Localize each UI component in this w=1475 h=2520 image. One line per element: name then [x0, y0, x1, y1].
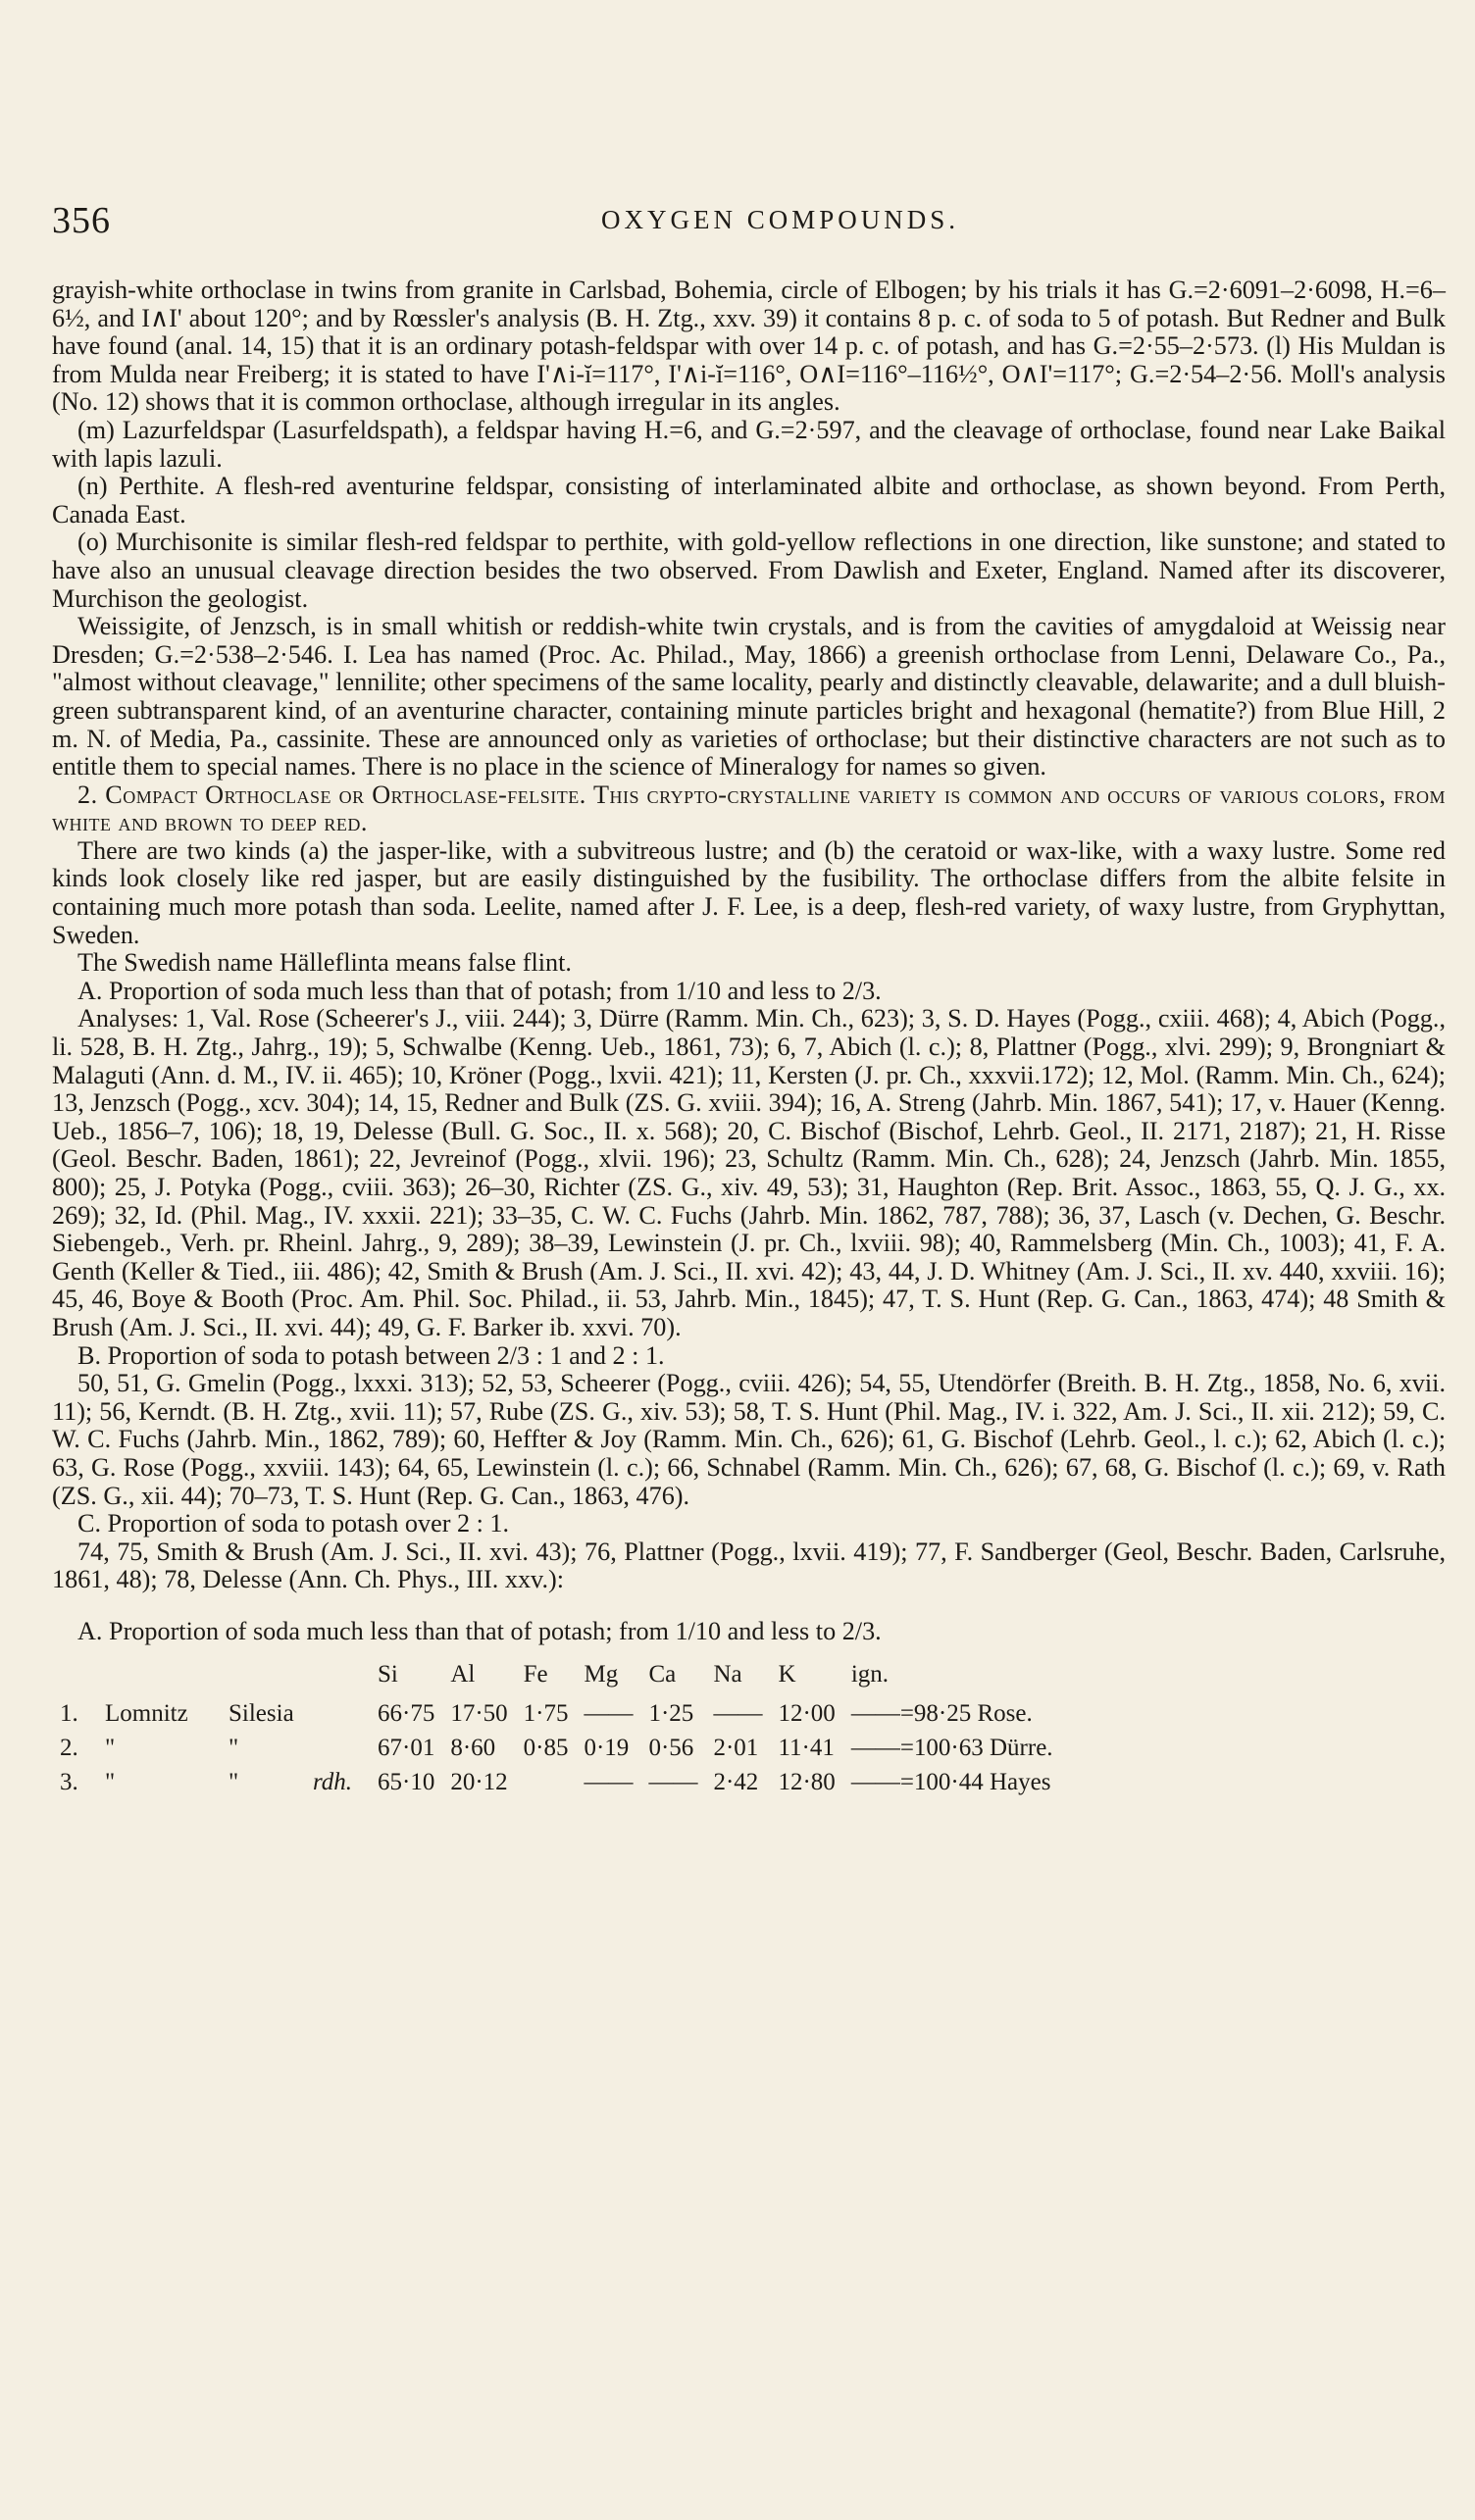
- cell-ca: ——: [648, 1768, 698, 1795]
- analyses-list: 50, 51, G. Gmelin (Pogg., lxxxi. 313); 52, 53, Scheerer (Pogg., cviii. 426); 54, 55, Utendörfer (Breith. B. H. Ztg., 1858, No. 6, xvii. 11); 56, Kerndt. (B. H. Ztg., xvii. 11); 57, Rube (ZS. G., xiv. 53); 58, T. S. Hunt (Phil. Mag., IV. i. 322, Am. J. Sci., II. xii. 212); 59, C. W. C. Fuchs (Jahrb. Min., 1862, 789); 60, Heffter & Joy (Ramm. Min. Ch., 626); 61, G. Bischof (Lehrb. Geol., l. c.); 62, Abich (l. c.); 63, G. Rose (Pogg., xxviii. 143); 64, 65, Lewinstein (l. c.); 66, Schnabel (Ramm. Min. Ch., 626); 67, 68, G. Bischof (l. c.); 69, v. Rath (ZS. G., xii. 44); 70–73, T. S. Hunt (Rep. G. Can., 1863, 476).: [52, 1369, 1446, 1510]
- paragraph: grayish-white orthoclase in twins from granite in Carlsbad, Bohemia, circle of Elbogen; by his trials it has G.=2·6091–2·6098, H.=6–6½, and I∧I' about 120°; and by Rœssler's analysis (B. H. Ztg., xxv. 39) it contains 8 p. c. of soda to 5 of potash. But Redner and Bulk have found (anal. 14, 15) that it is an ordinary potash-feldspar with over 14 p. c. of potash, and has G.=2·55–2·573. (l) His Muldan is from Mulda near Freiberg; it is stated to have I'∧i-ĭ=117°, I'∧i-ĭ=116°, O∧I=116°–116½°, O∧I'=117°; G.=2·54–2·56. Moll's analysis (No. 12) shows that it is common orthoclase, although irregular in its angles.: [52, 276, 1446, 417]
- cell-ign-total: ——=100·44 Hayes: [850, 1768, 1051, 1795]
- cell-si: 66·75: [378, 1699, 435, 1727]
- cell-fe: [516, 1766, 577, 1800]
- locality: Lomnitz: [105, 1699, 188, 1727]
- table-row: [52, 1697, 1061, 1732]
- locality: ": [229, 1768, 239, 1795]
- cell-na: 2·42: [713, 1768, 759, 1795]
- cell-na: ——: [713, 1699, 763, 1727]
- analyses-list: Analyses: 1, Val. Rose (Scheerer's J., viii. 244); 3, Dürre (Ramm. Min. Ch., 623); 3, S. D. Hayes (Pogg., cxiii. 468); 4, Abich (Pogg., li. 528, B. H. Ztg., Jahrg., 19); 5, Schwalbe (Kenng. Ueb., 1861, 73); 6, 7, Abich (l. c.); 8, Plattner (Pogg., xlvi. 299); 9, Brongniart & Malaguti (Ann. d. M., IV. ii. 465); 10, Kröner (Pogg., lxvii. 421); 11, Kersten (J. pr. Ch., xxxvii.172); 12, Mol. (Ramm. Min. Ch., 624); 13, Jenzsch (Pogg., xcv. 304); 14, 15, Redner and Bulk (ZS. G. xviii. 394); 16, A. Streng (Jahrb. Min. 1867, 541); 17, v. Hauer (Kenng. Ueb., 1856–7, 106); 18, 19, Delesse (Bull. G. Soc., II. x. 568); 20, C. Bischof (Bischof, Lehrb. Geol., II. 2171, 2187); 21, H. Risse (Geol. Beschr. Baden, 1861); 22, Jevreinof (Pogg., xlvii. 196); 23, Schultz (Ramm. Min. Ch., 628); 24, Jenzsch (Jahrb. Min. 1855, 800); 25, J. Potyka (Pogg., cviii. 363); 26–30, Richter (ZS. G., xiv. 49, 53); 31, Haughton (Rep. Brit. Assoc., 1863, 55, Q. J. G., xx. 269); 32, Id. (Phil. Mag., IV. xxxii. 221); 33–35, C. W. C. Fuchs (Jahrb. Min. 1862, 787, 788); 36, 37, Lasch (v. Dechen, G. Beschr. Siebengeb., Verh. pr. Rheinl. Jahrg., 9, 289); 38–39, Lewinstein (J. pr. Ch., lxviii. 98); 40, Rammelsberg (Min. Ch., 1003); 41, F. A. Genth (Keller & Tied., iii. 486); 42, Smith & Brush (Am. J. Sci., II. xvi. 42); 43, 44, J. D. Whitney (Am. J. Sci., II. xv. 440, xxviii. 16); 45, 46, Boye & Booth (Proc. Am. Phil. Soc. Philad., ii. 53, Jahrb. Min., 1845); 47, T. S. Hunt (Rep. G. Can., 1863, 474); 48 Smith & Brush (Am. J. Sci., II. xvi. 44); 49, G. F. Barker ib. xxvi. 70).: [52, 1004, 1446, 1341]
- body-text: [52, 277, 1446, 1800]
- row-number: 3.: [60, 1768, 78, 1795]
- cell-fe: 1·75: [523, 1699, 569, 1727]
- col-header: Na: [713, 1661, 742, 1688]
- row-number: 1.: [60, 1699, 78, 1727]
- col-header: Si: [378, 1661, 398, 1688]
- paragraph: (o) Murchisonite is similar flesh-red feldspar to perthite, with gold-yellow reflections in one direction, like sunstone; and stated to have also an unusual cleavage direction besides the two observed. From Dawlish and Exeter, England. Named after its discoverer, Murchison the geologist.: [52, 528, 1446, 613]
- cell-si: 67·01: [378, 1734, 435, 1761]
- locality-note: rdh.: [313, 1768, 353, 1795]
- cell-k: 12·00: [778, 1699, 836, 1727]
- paragraph: Weissigite, of Jenzsch, is in small whitish or reddish-white twin crystals, and is from the cavities of amygdaloid at Weissig near Dresden; G.=2·538–2·546. I. Lea has named (Proc. Ac. Philad., May, 1866) a greenish orthoclase from Lenni, Delaware Co., Pa., "almost without cleavage," lennilite; other specimens of the same locality, pearly and distinctly cleavable, delawarite; and a dull bluish-green subtransparent kind, of an aventurine character, containing minute particles bright and hexagonal (hematite?) from Blue Hill, 2 m. N. of Media, Pa., cassinite. These are announced only as varieties of orthoclase; but their distinctive characters are not such as to entitle them to special names. There is no place in the science of Mineralogy for names so given.: [52, 612, 1446, 781]
- paragraph: (m) Lazurfeldspar (Lasurfeldspath), a feldspar having H.=6, and G.=2·597, and the cleavage of orthoclase, found near Lake Baikal with lapis lazuli.: [52, 415, 1446, 473]
- cell-al: 20·12: [450, 1768, 508, 1795]
- cell-fe: 0·85: [523, 1734, 569, 1761]
- col-header: Al: [450, 1661, 476, 1688]
- cell-k: 11·41: [778, 1734, 835, 1761]
- col-header: ign.: [850, 1661, 890, 1688]
- cell-k: 12·80: [778, 1768, 836, 1795]
- cell-si: 65·10: [378, 1768, 435, 1795]
- paragraph: B. Proportion of soda to potash between 2/3 : 1 and 2 : 1.: [77, 1340, 665, 1370]
- col-header: Ca: [648, 1661, 677, 1688]
- locality: ": [105, 1734, 116, 1761]
- locality: ": [229, 1734, 239, 1761]
- col-header: Fe: [523, 1661, 548, 1688]
- locality: Silesia: [229, 1699, 294, 1727]
- analysis-table: [52, 1654, 1061, 1800]
- paragraph: There are two kinds (a) the jasper-like, with a subvitreous lustre; and (b) the ceratoid or wax-like, with a waxy lustre. Some red kinds look closely like red jasper, but are easily distinguished by the fusibility. The orthoclase differs from the albite felsite in containing much more potash than soda. Leelite, named after J. F. Lee, is a deep, flesh-red variety, of waxy lustre, from Gryphyttan, Sweden.: [52, 835, 1446, 949]
- table-header-row: [52, 1654, 1061, 1697]
- table-row: [52, 1766, 1061, 1800]
- cell-ign-total: ——=98·25 Rose.: [850, 1699, 1033, 1727]
- section-heading: 2. Compact Orthoclase or Orthoclase-felsite. This crypto-crystalline variety is common and occurs of various colors, from white and brown to deep red.: [52, 780, 1446, 837]
- locality: ": [105, 1768, 116, 1795]
- cell-ign-total: ——=100·63 Dürre.: [850, 1734, 1053, 1761]
- running-title: OXYGEN COMPOUNDS.: [601, 205, 960, 234]
- table-row: [52, 1732, 1061, 1766]
- col-header: Mg: [584, 1661, 619, 1688]
- paragraph: The Swedish name Hälleflinta means false flint.: [77, 948, 572, 978]
- cell-ca: 0·56: [648, 1734, 694, 1761]
- locality-note: [305, 1732, 370, 1766]
- locality-note: [305, 1697, 370, 1732]
- page-header: [52, 199, 1445, 241]
- cell-mg: 0·19: [584, 1734, 630, 1761]
- paragraph: A. Proportion of soda much less than that of potash; from 1/10 and less to 2/3.: [77, 976, 882, 1005]
- analyses-list: 74, 75, Smith & Brush (Am. J. Sci., II. xvi. 43); 76, Plattner (Pogg., lxvii. 419); 77, F. Sandberger (Geol, Beschr. Baden, Carlsruhe, 1861, 48); 78, Delesse (Ann. Ch. Phys., III. xxv.):: [52, 1537, 1446, 1594]
- row-number: 2.: [60, 1734, 78, 1761]
- cell-al: 17·50: [450, 1699, 508, 1727]
- cell-al: 8·60: [450, 1734, 496, 1761]
- cell-na: 2·01: [713, 1734, 759, 1761]
- paragraph: C. Proportion of soda to potash over 2 : 1.: [77, 1509, 510, 1538]
- col-header: K: [778, 1661, 796, 1688]
- cell-mg: ——: [584, 1699, 634, 1727]
- cell-mg: ——: [584, 1768, 634, 1795]
- table-caption: A. Proportion of soda much less than that of potash; from 1/10 and less to 2/3.: [77, 1616, 882, 1645]
- page-number: 356: [52, 200, 111, 241]
- cell-ca: 1·25: [648, 1699, 694, 1727]
- paragraph: (n) Perthite. A flesh-red aventurine feldspar, consisting of interlaminated albite and orthoclase, as shown beyond. From Perth, Canada East.: [52, 472, 1446, 529]
